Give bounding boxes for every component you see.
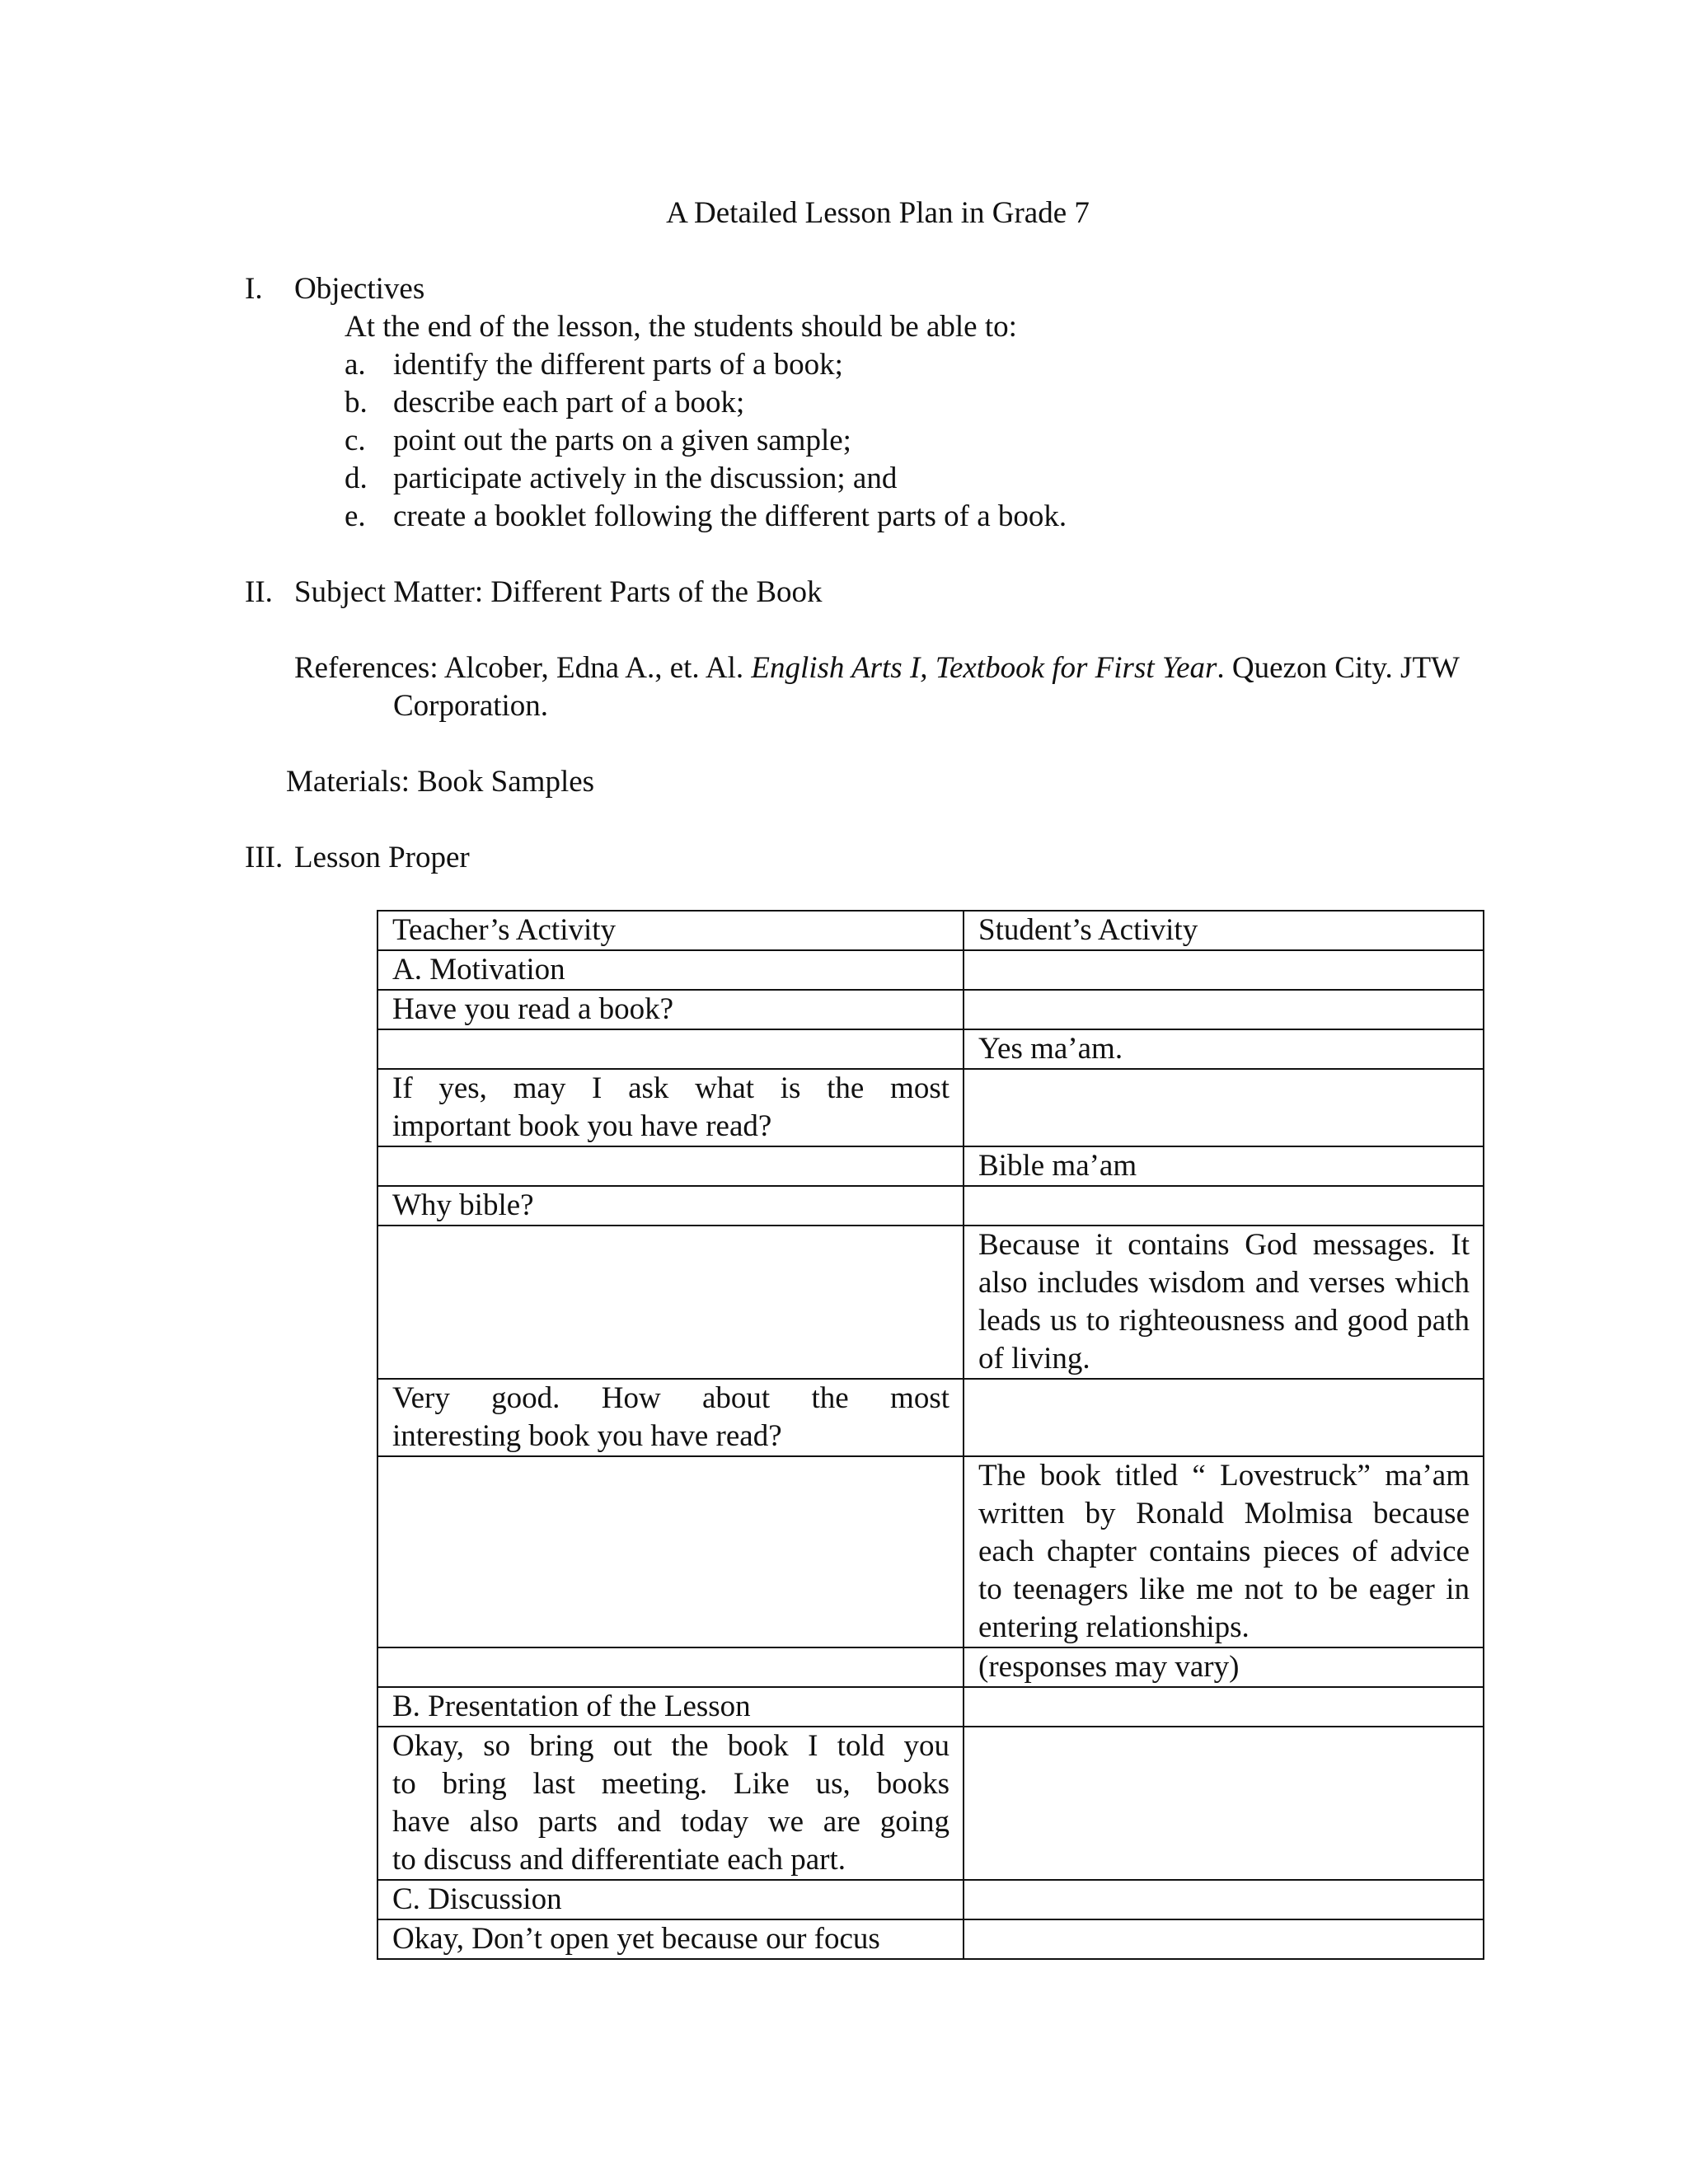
objective-letter: a. — [345, 348, 366, 382]
teacher-activity-cell: B. Presentation of the Lesson — [377, 1687, 964, 1727]
objectives-lead: At the end of the lesson, the students should be able to: — [345, 310, 1017, 344]
objective-item: describe each part of a book; — [393, 386, 745, 419]
cell-text-line: leads us to righteousness and good path — [978, 1304, 1470, 1338]
cell-text-line: important book you have read? — [392, 1109, 772, 1143]
teacher-activity-cell: C. Discussion — [377, 1880, 964, 1919]
teacher-activity-cell — [377, 1456, 964, 1647]
student-activity-cell — [964, 1687, 1484, 1727]
table-row — [377, 950, 1484, 990]
objective-letter: b. — [345, 386, 368, 419]
student-activity-cell — [964, 1186, 1484, 1226]
cell-text-line: have also parts and today we are going — [392, 1805, 950, 1839]
header-student-activity: Student’s Activity — [964, 911, 1484, 950]
student-activity-cell — [964, 950, 1484, 990]
teacher-activity-cell — [377, 1379, 964, 1456]
teacher-activity-cell: Okay, Don’t open yet because our focus — [377, 1919, 964, 1959]
cell-text-line: The book titled “ Lovestruck” ma’am — [978, 1459, 1470, 1493]
table-row — [377, 1687, 1484, 1727]
cell-text-line: If yes, may I ask what is the most — [392, 1071, 950, 1105]
materials-line: Materials: Book Samples — [286, 765, 595, 799]
student-activity-cell — [964, 1880, 1484, 1919]
table-row — [377, 1069, 1484, 1146]
table-row — [377, 1029, 1484, 1069]
objective-item: point out the parts on a given sample; — [393, 424, 851, 457]
teacher-activity-cell: Why bible? — [377, 1186, 964, 1226]
activity-table-body — [377, 911, 1484, 1959]
references-line — [294, 649, 1460, 687]
table-row — [377, 1379, 1484, 1456]
teacher-activity-cell: A. Motivation — [377, 950, 964, 990]
section-numeral-subject-matter: II. — [245, 575, 273, 609]
objective-letter: d. — [345, 462, 368, 495]
teacher-activity-cell — [377, 1727, 964, 1880]
student-activity-cell — [964, 990, 1484, 1029]
table-row — [377, 1727, 1484, 1880]
cell-text-line: each chapter contains pieces of advice — [978, 1535, 1470, 1568]
table-row — [377, 1647, 1484, 1687]
student-activity-cell: Bible ma’am — [964, 1146, 1484, 1186]
student-activity-cell: (responses may vary) — [964, 1647, 1484, 1687]
teacher-activity-cell — [377, 1226, 964, 1379]
cell-text-line: Very good. How about the most — [392, 1381, 950, 1415]
cell-text-line: to bring last meeting. Like us, books — [392, 1767, 950, 1801]
cell-text-line: to discuss and differentiate each part. — [392, 1843, 846, 1877]
objective-letter: e. — [345, 499, 366, 533]
objective-letter: c. — [345, 424, 366, 457]
student-activity-cell — [964, 1727, 1484, 1880]
subject-matter-text: Subject Matter: Different Parts of the Book — [294, 575, 823, 609]
document-title: A Detailed Lesson Plan in Grade 7 — [666, 196, 1090, 230]
cell-text-line: Because it contains God messages. It — [978, 1228, 1470, 1262]
student-activity-cell — [964, 1226, 1484, 1379]
student-activity-cell — [964, 1069, 1484, 1146]
cell-text-line: also includes wisdom and verses which — [978, 1266, 1470, 1300]
table-header-row — [377, 911, 1484, 950]
references-suffix: . Quezon City. JTW — [1217, 651, 1460, 685]
references-book-title: English Arts I, Textbook for First Year — [751, 651, 1217, 685]
student-activity-cell: Yes ma’am. — [964, 1029, 1484, 1069]
cell-text-line: to teenagers like me not to be eager in — [978, 1572, 1470, 1606]
objective-item: participate actively in the discussion; and — [393, 462, 898, 495]
cell-text-line: of living. — [978, 1342, 1090, 1376]
references-prefix: References: Alcober, Edna A., et. Al. — [294, 651, 752, 685]
objective-item: identify the different parts of a book; — [393, 348, 843, 382]
section-numeral-lesson-proper: III. — [245, 841, 284, 874]
student-activity-cell — [964, 1456, 1484, 1647]
teacher-activity-cell: Have you read a book? — [377, 990, 964, 1029]
cell-text-line: written by Ronald Molmisa because — [978, 1497, 1470, 1530]
table-row — [377, 1186, 1484, 1226]
table-row — [377, 1880, 1484, 1919]
teacher-activity-cell — [377, 1069, 964, 1146]
activity-table — [377, 910, 1484, 1960]
student-activity-cell — [964, 1919, 1484, 1959]
teacher-activity-cell — [377, 1029, 964, 1069]
table-row — [377, 990, 1484, 1029]
cell-text-line: Okay, so bring out the book I told you — [392, 1729, 950, 1763]
table-row — [377, 1456, 1484, 1647]
section-numeral-objectives: I. — [245, 272, 263, 306]
section-heading-lesson-proper: Lesson Proper — [294, 841, 470, 874]
objective-item: create a booklet following the different parts of a book. — [393, 499, 1067, 533]
teacher-activity-cell — [377, 1647, 964, 1687]
student-activity-cell — [964, 1379, 1484, 1456]
header-teacher-activity: Teacher’s Activity — [377, 911, 964, 950]
references-line-continued: Corporation. — [393, 689, 549, 723]
cell-text-line: interesting book you have read? — [392, 1419, 782, 1453]
table-row — [377, 1226, 1484, 1379]
cell-text-line: entering relationships. — [978, 1610, 1250, 1644]
table-row — [377, 1919, 1484, 1959]
teacher-activity-cell — [377, 1146, 964, 1186]
section-heading-objectives: Objectives — [294, 272, 425, 306]
table-row — [377, 1146, 1484, 1186]
